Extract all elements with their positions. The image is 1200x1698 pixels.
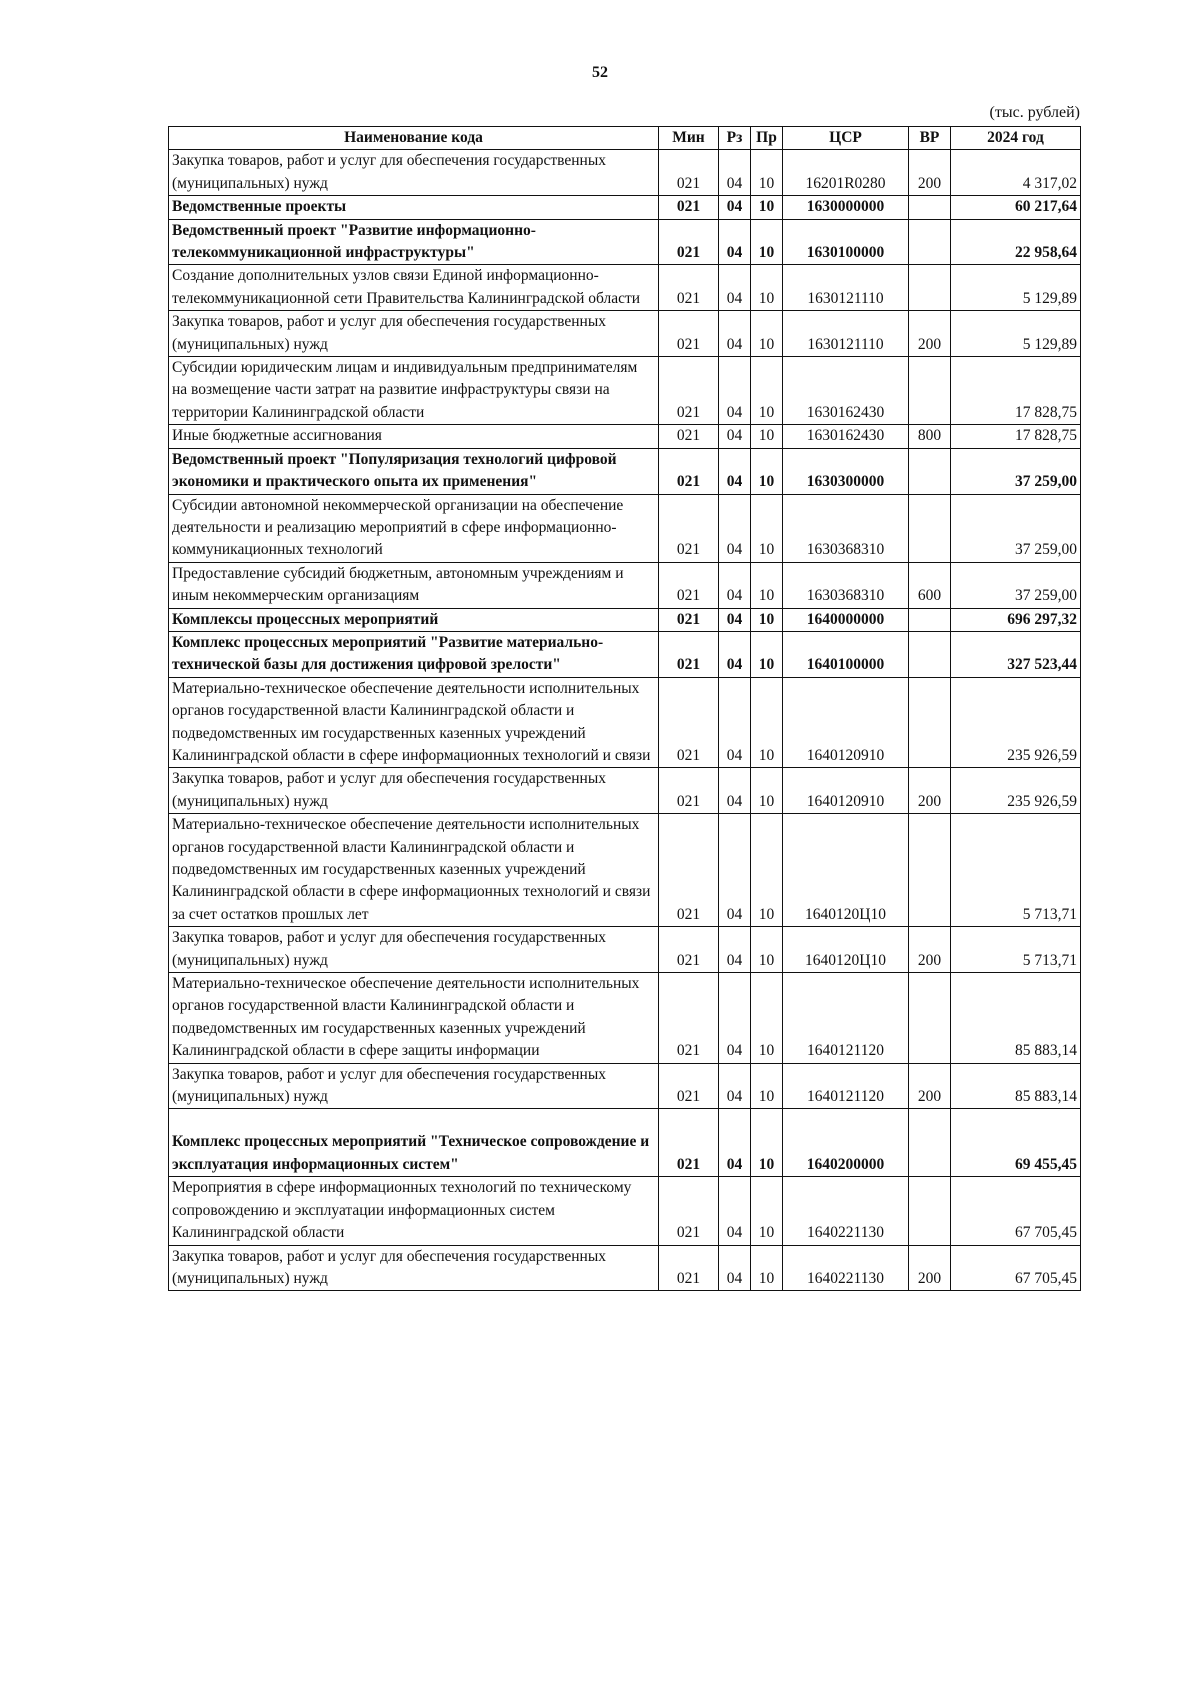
cell-min: 021: [659, 927, 719, 973]
cell-csr: 1640120Ц10: [783, 814, 909, 927]
cell-rz: 04: [719, 768, 751, 814]
table-row: [169, 631, 1081, 677]
cell-min: 021: [659, 1245, 719, 1291]
cell-csr: 1640000000: [783, 608, 909, 631]
cell-pr: 10: [751, 814, 783, 927]
cell-min: 021: [659, 1109, 719, 1177]
cell-pr: 10: [751, 357, 783, 425]
cell-min: 021: [659, 1177, 719, 1245]
cell-sum: 22 958,64: [951, 219, 1081, 265]
cell-sum: 60 217,64: [951, 196, 1081, 219]
cell-name: Закупка товаров, работ и услуг для обеспечения государственных (муниципальных) нужд: [169, 311, 659, 357]
cell-min: 021: [659, 1063, 719, 1109]
cell-csr: 1640121120: [783, 973, 909, 1064]
cell-pr: 10: [751, 677, 783, 768]
cell-min: 021: [659, 768, 719, 814]
cell-rz: 04: [719, 814, 751, 927]
table-row: [169, 1109, 1081, 1177]
cell-rz: 04: [719, 494, 751, 562]
cell-pr: 10: [751, 768, 783, 814]
cell-vr: 800: [909, 425, 951, 448]
cell-min: 021: [659, 562, 719, 608]
cell-csr: 1630368310: [783, 562, 909, 608]
table-row: [169, 768, 1081, 814]
table-body: [169, 150, 1081, 1291]
cell-rz: 04: [719, 1245, 751, 1291]
cell-pr: 10: [751, 448, 783, 494]
cell-pr: 10: [751, 973, 783, 1064]
cell-vr: [909, 973, 951, 1064]
cell-csr: 1640120Ц10: [783, 927, 909, 973]
cell-min: 021: [659, 265, 719, 311]
cell-pr: 10: [751, 494, 783, 562]
cell-rz: 04: [719, 1109, 751, 1177]
cell-min: 021: [659, 608, 719, 631]
header-vr: ВР: [909, 127, 951, 150]
cell-rz: 04: [719, 150, 751, 196]
cell-csr: 1640221130: [783, 1177, 909, 1245]
cell-vr: [909, 357, 951, 425]
header-csr: ЦСР: [783, 127, 909, 150]
cell-csr: 1640200000: [783, 1109, 909, 1177]
cell-rz: 04: [719, 448, 751, 494]
table-row: [169, 973, 1081, 1064]
cell-min: 021: [659, 311, 719, 357]
cell-vr: [909, 631, 951, 677]
table-row: [169, 311, 1081, 357]
cell-name: Иные бюджетные ассигнования: [169, 425, 659, 448]
cell-min: 021: [659, 150, 719, 196]
cell-name: Создание дополнительных узлов связи Единой информационно-телекоммуникационной сети Правительства Калининградской области: [169, 265, 659, 311]
cell-sum: 696 297,32: [951, 608, 1081, 631]
cell-name: Ведомственные проекты: [169, 196, 659, 219]
cell-sum: 5 129,89: [951, 265, 1081, 311]
cell-vr: 200: [909, 150, 951, 196]
cell-name: Субсидии юридическим лицам и индивидуальным предпринимателям на возмещение части затрат на развитие инфраструктуры связи на территории Калининградской области: [169, 357, 659, 425]
table-row: [169, 608, 1081, 631]
cell-name: Предоставление субсидий бюджетным, автономным учреждениям и иным некоммерческим организациям: [169, 562, 659, 608]
cell-rz: 04: [719, 265, 751, 311]
cell-vr: [909, 494, 951, 562]
cell-vr: [909, 814, 951, 927]
cell-csr: 1630300000: [783, 448, 909, 494]
budget-table: [168, 126, 1081, 1291]
cell-sum: 235 926,59: [951, 768, 1081, 814]
cell-vr: [909, 1109, 951, 1177]
cell-min: 021: [659, 494, 719, 562]
cell-rz: 04: [719, 562, 751, 608]
cell-min: 021: [659, 196, 719, 219]
header-pr: Пр: [751, 127, 783, 150]
cell-vr: [909, 265, 951, 311]
cell-name: Комплекс процессных мероприятий "Техническое сопровождение и эксплуатация информационных систем": [169, 1109, 659, 1177]
cell-name: Материально-техническое обеспечение деятельности исполнительных органов государственной власти Калининградской области и подведомственных им государственных казенных учреждений Калининградской области в сфере информационных технологий и связи: [169, 677, 659, 768]
header-sum: 2024 год: [951, 127, 1081, 150]
table-row: [169, 814, 1081, 927]
cell-rz: 04: [719, 677, 751, 768]
cell-pr: 10: [751, 311, 783, 357]
cell-min: 021: [659, 425, 719, 448]
cell-sum: 37 259,00: [951, 448, 1081, 494]
cell-pr: 10: [751, 608, 783, 631]
cell-rz: 04: [719, 196, 751, 219]
cell-csr: 1630368310: [783, 494, 909, 562]
header-row: [169, 127, 1081, 150]
cell-pr: 10: [751, 631, 783, 677]
cell-rz: 04: [719, 608, 751, 631]
table-row: [169, 425, 1081, 448]
cell-vr: 200: [909, 311, 951, 357]
cell-vr: [909, 1177, 951, 1245]
page-number: 52: [592, 64, 608, 81]
cell-csr: 1630000000: [783, 196, 909, 219]
cell-name: Ведомственный проект "Популяризация технологий цифровой экономики и практического опыта их применения": [169, 448, 659, 494]
cell-csr: 1640120910: [783, 768, 909, 814]
cell-min: 021: [659, 677, 719, 768]
cell-name: Ведомственный проект "Развитие информационно-телекоммуникационной инфраструктуры": [169, 219, 659, 265]
cell-pr: 10: [751, 219, 783, 265]
cell-csr: 1640221130: [783, 1245, 909, 1291]
cell-min: 021: [659, 631, 719, 677]
cell-vr: [909, 677, 951, 768]
cell-csr: 1630162430: [783, 425, 909, 448]
cell-csr: 1630100000: [783, 219, 909, 265]
cell-name: Закупка товаров, работ и услуг для обеспечения государственных (муниципальных) нужд: [169, 927, 659, 973]
cell-pr: 10: [751, 1245, 783, 1291]
cell-vr: 200: [909, 1063, 951, 1109]
table-row: [169, 1245, 1081, 1291]
cell-name: Материально-техническое обеспечение деятельности исполнительных органов государственной власти Калининградской области и подведомственных им государственных казенных учреждений Калининградской области в сфере защиты информации: [169, 973, 659, 1064]
cell-name: Субсидии автономной некоммерческой организации на обеспечение деятельности и реализацию мероприятий в сфере информационно-коммуникационных технологий: [169, 494, 659, 562]
cell-csr: 1640100000: [783, 631, 909, 677]
cell-rz: 04: [719, 357, 751, 425]
cell-pr: 10: [751, 1063, 783, 1109]
table-row: [169, 494, 1081, 562]
header-min: Мин: [659, 127, 719, 150]
cell-sum: 69 455,45: [951, 1109, 1081, 1177]
cell-pr: 10: [751, 425, 783, 448]
table-row: [169, 1177, 1081, 1245]
cell-csr: 16201R0280: [783, 150, 909, 196]
cell-csr: 1640120910: [783, 677, 909, 768]
cell-sum: 67 705,45: [951, 1245, 1081, 1291]
cell-rz: 04: [719, 927, 751, 973]
cell-rz: 04: [719, 973, 751, 1064]
cell-vr: 200: [909, 927, 951, 973]
cell-vr: [909, 608, 951, 631]
cell-sum: 85 883,14: [951, 973, 1081, 1064]
cell-pr: 10: [751, 1109, 783, 1177]
cell-vr: [909, 219, 951, 265]
table-row: [169, 677, 1081, 768]
cell-sum: 5 713,71: [951, 927, 1081, 973]
cell-csr: 1640121120: [783, 1063, 909, 1109]
table-row: [169, 927, 1081, 973]
cell-pr: 10: [751, 150, 783, 196]
cell-sum: 5 713,71: [951, 814, 1081, 927]
cell-name: Закупка товаров, работ и услуг для обеспечения государственных (муниципальных) нужд: [169, 768, 659, 814]
cell-csr: 1630121110: [783, 311, 909, 357]
header-name: Наименование кода: [169, 127, 659, 150]
cell-rz: 04: [719, 1063, 751, 1109]
cell-csr: 1630121110: [783, 265, 909, 311]
cell-rz: 04: [719, 425, 751, 448]
cell-sum: 4 317,02: [951, 150, 1081, 196]
cell-vr: [909, 196, 951, 219]
cell-sum: 17 828,75: [951, 357, 1081, 425]
cell-name: Материально-техническое обеспечение деятельности исполнительных органов государственной власти Калининградской области и подведомственных им государственных казенных учреждений Калининградской области в сфере информационных технологий и связи за счет остатков прошлых лет: [169, 814, 659, 927]
table-row: [169, 562, 1081, 608]
cell-sum: 17 828,75: [951, 425, 1081, 448]
cell-sum: 67 705,45: [951, 1177, 1081, 1245]
cell-vr: [909, 448, 951, 494]
cell-min: 021: [659, 973, 719, 1064]
cell-rz: 04: [719, 631, 751, 677]
cell-sum: 85 883,14: [951, 1063, 1081, 1109]
table-row: [169, 448, 1081, 494]
cell-min: 021: [659, 357, 719, 425]
table-row: [169, 1063, 1081, 1109]
cell-name: Мероприятия в сфере информационных технологий по техническому сопровождению и эксплуатации информационных систем Калининградской области: [169, 1177, 659, 1245]
cell-rz: 04: [719, 311, 751, 357]
cell-name: Комплексы процессных мероприятий: [169, 608, 659, 631]
table-row: [169, 265, 1081, 311]
cell-sum: 37 259,00: [951, 562, 1081, 608]
header-rz: Рз: [719, 127, 751, 150]
cell-pr: 10: [751, 927, 783, 973]
cell-sum: 235 926,59: [951, 677, 1081, 768]
cell-pr: 10: [751, 1177, 783, 1245]
cell-name: Закупка товаров, работ и услуг для обеспечения государственных (муниципальных) нужд: [169, 1245, 659, 1291]
table-row: [169, 196, 1081, 219]
cell-min: 021: [659, 219, 719, 265]
cell-min: 021: [659, 814, 719, 927]
cell-csr: 1630162430: [783, 357, 909, 425]
cell-name: Комплекс процессных мероприятий "Развитие материально-технической базы для достижения цифровой зрелости": [169, 631, 659, 677]
cell-name: Закупка товаров, работ и услуг для обеспечения государственных (муниципальных) нужд: [169, 1063, 659, 1109]
cell-vr: 200: [909, 768, 951, 814]
cell-pr: 10: [751, 562, 783, 608]
table-row: [169, 219, 1081, 265]
cell-vr: 600: [909, 562, 951, 608]
cell-vr: 200: [909, 1245, 951, 1291]
units-label: (тыс. рублей): [989, 104, 1080, 121]
cell-rz: 04: [719, 219, 751, 265]
table-row: [169, 150, 1081, 196]
cell-pr: 10: [751, 265, 783, 311]
cell-sum: 5 129,89: [951, 311, 1081, 357]
table-row: [169, 357, 1081, 425]
cell-sum: 327 523,44: [951, 631, 1081, 677]
cell-rz: 04: [719, 1177, 751, 1245]
table-header: [169, 127, 1081, 150]
cell-min: 021: [659, 448, 719, 494]
cell-name: Закупка товаров, работ и услуг для обеспечения государственных (муниципальных) нужд: [169, 150, 659, 196]
cell-sum: 37 259,00: [951, 494, 1081, 562]
cell-pr: 10: [751, 196, 783, 219]
